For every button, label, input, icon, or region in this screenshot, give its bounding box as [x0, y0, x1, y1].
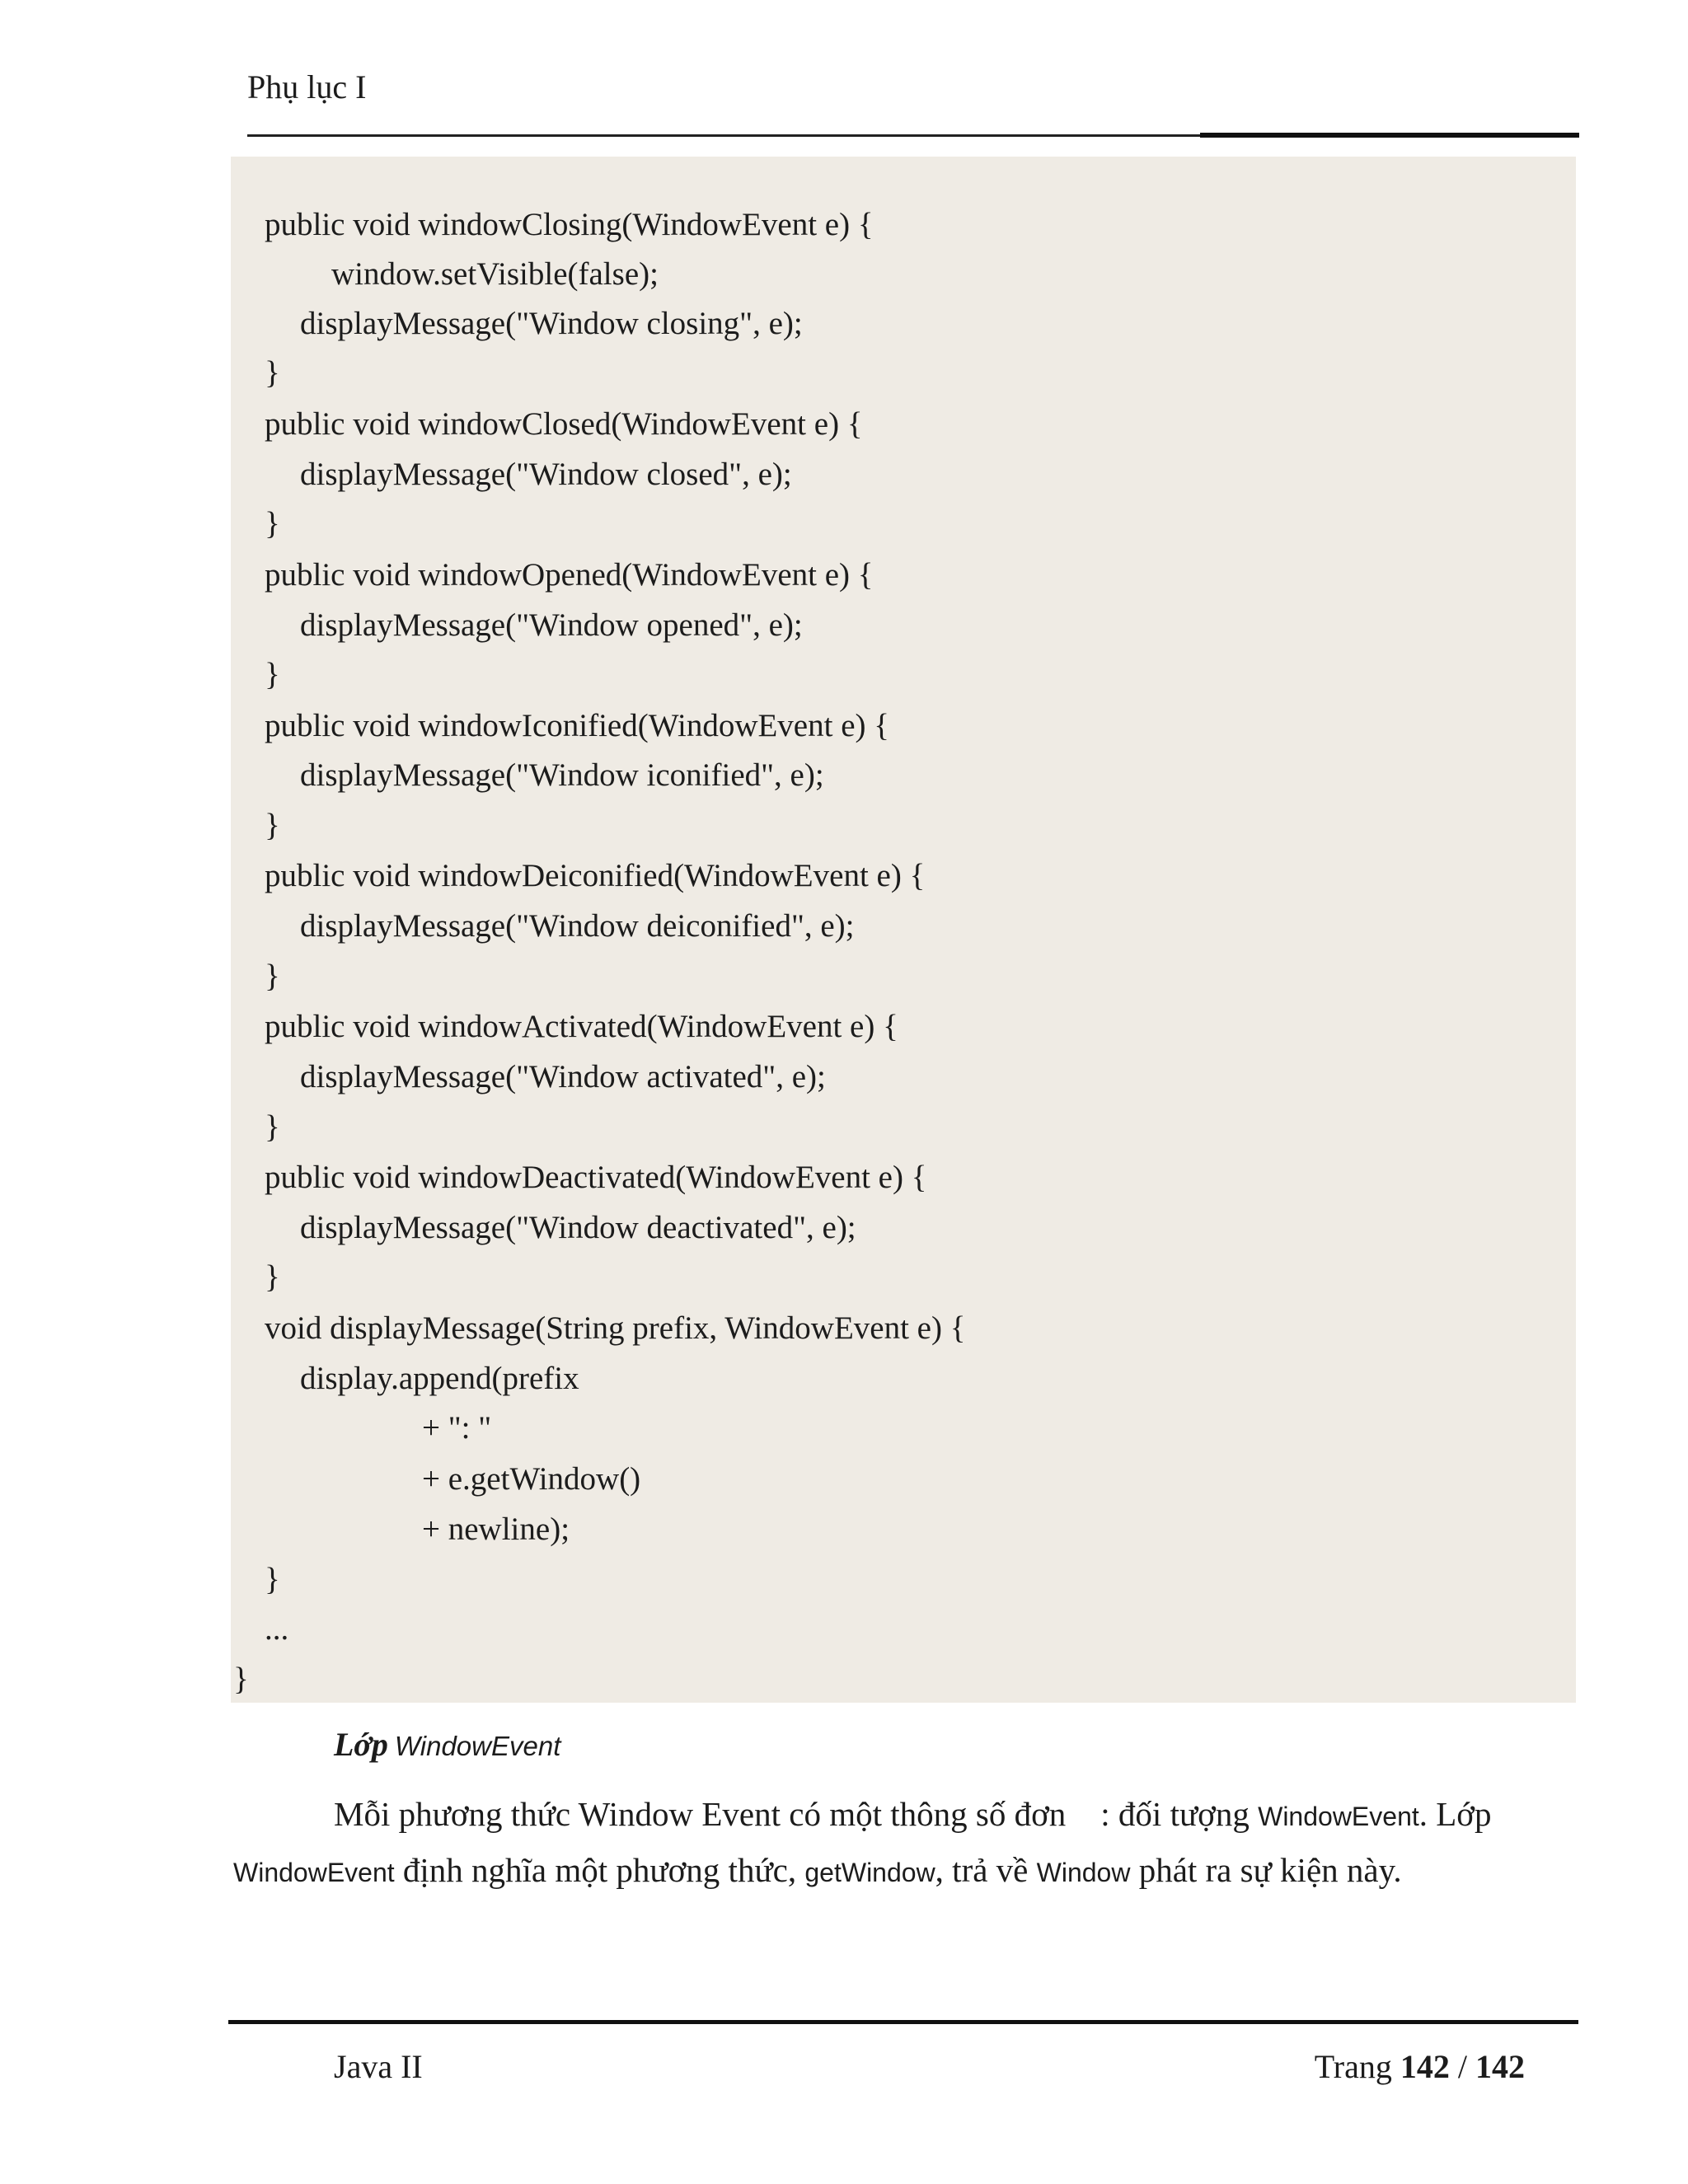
code-line: }: [265, 1109, 280, 1145]
code-line: }: [265, 506, 280, 541]
code-line: public void windowIconified(WindowEvent e) {: [265, 708, 889, 743]
inline-code: WindowEvent: [233, 1858, 395, 1887]
code-line: public void windowDeactivated(WindowEvent e) {: [265, 1160, 927, 1195]
inline-code: WindowEvent: [1258, 1802, 1419, 1831]
code-line: }: [265, 657, 280, 692]
code-line: displayMessage("Window closing", e);: [300, 306, 803, 341]
header-rule-thin: [247, 134, 1203, 137]
code-line: public void windowClosed(WindowEvent e) {: [265, 406, 863, 442]
code-line: ...: [265, 1611, 289, 1647]
code-line: + ": ": [422, 1410, 492, 1446]
code-line: }: [265, 1562, 280, 1597]
page-number: [1315, 2047, 1525, 2086]
code-line: displayMessage("Window deiconified", e);: [300, 908, 855, 944]
para-text: Mỗi phương thức Window Event có một thông số đơn: [334, 1795, 1067, 1833]
code-line: + e.getWindow(): [422, 1461, 641, 1497]
page-total: 142: [1475, 2048, 1525, 2085]
para-text: . Lớp: [1418, 1795, 1492, 1833]
code-line: }: [233, 1661, 249, 1697]
code-line: displayMessage("Window iconified", e);: [300, 757, 824, 793]
para-text: phát ra sự kiện này.: [1138, 1851, 1402, 1889]
code-line: public void windowClosing(WindowEvent e) {: [265, 207, 874, 242]
code-line: public void windowOpened(WindowEvent e) {: [265, 557, 874, 593]
inline-code: getWindow: [804, 1858, 935, 1887]
code-line: + newline);: [422, 1511, 570, 1547]
header-rule-thick: [1200, 133, 1579, 138]
inline-code: Window: [1036, 1858, 1131, 1887]
running-head: Phụ lục I: [247, 68, 367, 105]
code-line: displayMessage("Window opened", e);: [300, 607, 803, 643]
code-line: window.setVisible(false);: [331, 256, 659, 292]
code-line: }: [265, 1259, 280, 1295]
page-label: Trang: [1314, 2048, 1392, 2085]
para-text: : đối tượng: [1100, 1795, 1250, 1833]
footer-rule: [228, 2020, 1578, 2024]
section-heading-word: Lớp: [334, 1726, 388, 1763]
paragraph-line-2: [233, 1851, 1402, 1889]
code-line: displayMessage("Window deactivated", e);: [300, 1210, 856, 1245]
code-line: displayMessage("Window activated", e);: [300, 1059, 826, 1094]
code-line: }: [265, 958, 280, 994]
page-current: 142: [1400, 2048, 1450, 2085]
code-line: void displayMessage(String prefix, WindowEvent e) {: [265, 1310, 966, 1346]
code-line: display.append(prefix: [300, 1361, 579, 1396]
code-line: }: [265, 808, 280, 843]
paragraph-line-1: [334, 1797, 1491, 1831]
code-line: public void windowActivated(WindowEvent e) {: [265, 1009, 898, 1044]
footer-book-title: Java II: [334, 2048, 423, 2085]
para-text: , trả về: [935, 1851, 1029, 1889]
para-text: định nghĩa một phương thức,: [402, 1851, 797, 1889]
code-line: public void windowDeiconified(WindowEvent e) {: [265, 858, 926, 893]
section-heading: [334, 1725, 560, 1764]
code-line: }: [265, 355, 280, 391]
code-line: displayMessage("Window closed", e);: [300, 457, 792, 492]
section-heading-class: WindowEvent: [394, 1731, 561, 1761]
page-separator: /: [1457, 2048, 1467, 2085]
